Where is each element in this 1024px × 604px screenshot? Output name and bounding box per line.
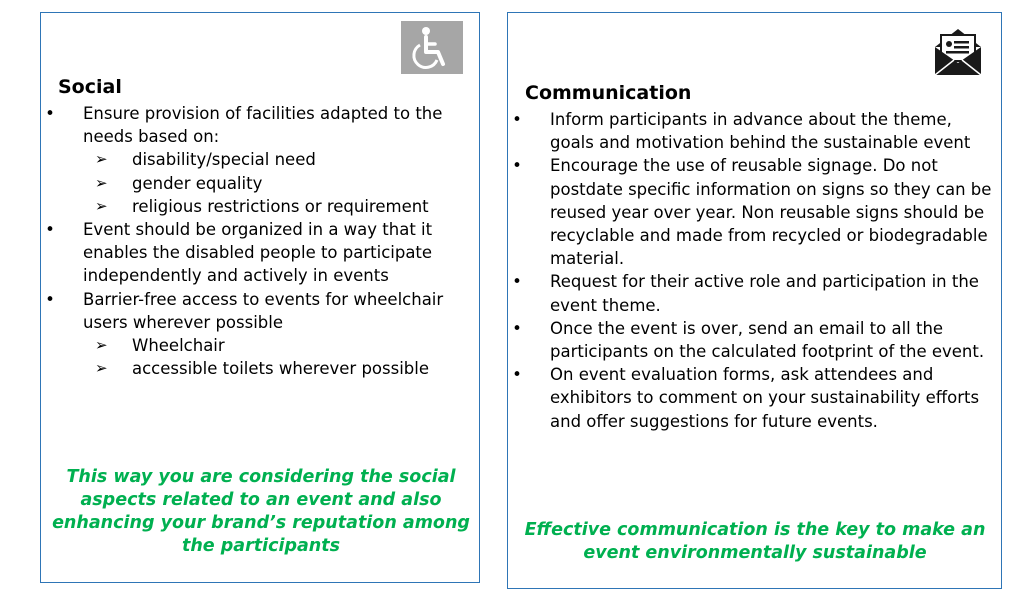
arrow-bullet-icon: ➢ xyxy=(95,359,108,378)
sub-list-item xyxy=(83,172,471,195)
arrow-bullet-icon: ➢ xyxy=(95,336,108,355)
sub-list-item xyxy=(83,357,471,380)
list-item xyxy=(508,270,993,316)
sub-list-item xyxy=(83,148,471,171)
social-heading: Social xyxy=(58,76,122,98)
sub-list-item-text: gender equality xyxy=(132,173,263,193)
list-item xyxy=(508,363,993,433)
bullet-icon: • xyxy=(512,110,522,129)
sub-list xyxy=(83,148,471,218)
envelope-icon xyxy=(932,23,984,77)
bullet-icon: • xyxy=(45,220,55,240)
bullet-icon: • xyxy=(512,272,522,292)
sub-list-item-text: disability/special need xyxy=(132,150,316,170)
list-item xyxy=(508,317,993,363)
sub-list-item-text: religious restrictions or requirement xyxy=(132,196,429,216)
communication-list xyxy=(508,108,993,433)
list-item-text: On event evaluation forms, ask attendees and exhibitors to comment on your sustainability efforts and offer suggestions for future events. xyxy=(550,365,980,431)
social-list xyxy=(41,102,471,380)
sub-list xyxy=(83,334,471,380)
communication-closing-note: Effective communication is the key to make an event environmentally sustainable xyxy=(524,520,986,563)
bullet-icon: • xyxy=(512,156,522,176)
sub-list-item xyxy=(83,195,471,218)
wheelchair-icon xyxy=(401,21,463,74)
list-item-text: Once the event is over, send an email to all the participants on the calculated footprint of the event. xyxy=(550,318,985,362)
sub-list-item xyxy=(83,334,471,357)
list-item-text: Event should be organized in a way that it enables the disabled people to participate independently and actively in events xyxy=(83,220,433,286)
communication-card xyxy=(507,12,1002,589)
list-item xyxy=(508,154,993,270)
list-item-text: Inform participants in advance about the theme, goals and motivation behind the sustainable event xyxy=(550,110,971,153)
sub-list-item-text: Wheelchair xyxy=(132,336,225,356)
list-item xyxy=(508,108,993,154)
arrow-bullet-icon: ➢ xyxy=(95,173,108,192)
list-item-text: Encourage the use of reusable signage. Do not postdate specific information on signs so they can be reused year over year. Non reusable signs should be recyclable and made from recycled or biodegradable material. xyxy=(550,156,992,269)
arrow-bullet-icon: ➢ xyxy=(95,150,108,169)
bullet-icon: • xyxy=(512,365,522,385)
list-item xyxy=(41,102,471,218)
bullet-icon: • xyxy=(45,289,55,309)
social-closing-note: This way you are considering the social aspects related to an event and also enhancing your brand’s reputation among the participants xyxy=(52,467,470,556)
list-item xyxy=(41,288,471,381)
bullet-icon: • xyxy=(45,104,55,123)
sub-list-item-text: accessible toilets wherever possible xyxy=(132,359,430,379)
arrow-bullet-icon: ➢ xyxy=(95,196,108,215)
list-item-text: Ensure provision of facilities adapted to the needs based on: xyxy=(83,104,443,147)
list-item-text: Barrier-free access to events for wheelchair users wherever possible xyxy=(83,289,444,332)
communication-heading: Communication xyxy=(525,82,692,104)
list-item xyxy=(41,218,471,288)
social-card xyxy=(40,12,480,583)
list-item-text: Request for their active role and participation in the event theme. xyxy=(550,272,979,315)
bullet-icon: • xyxy=(512,318,522,338)
